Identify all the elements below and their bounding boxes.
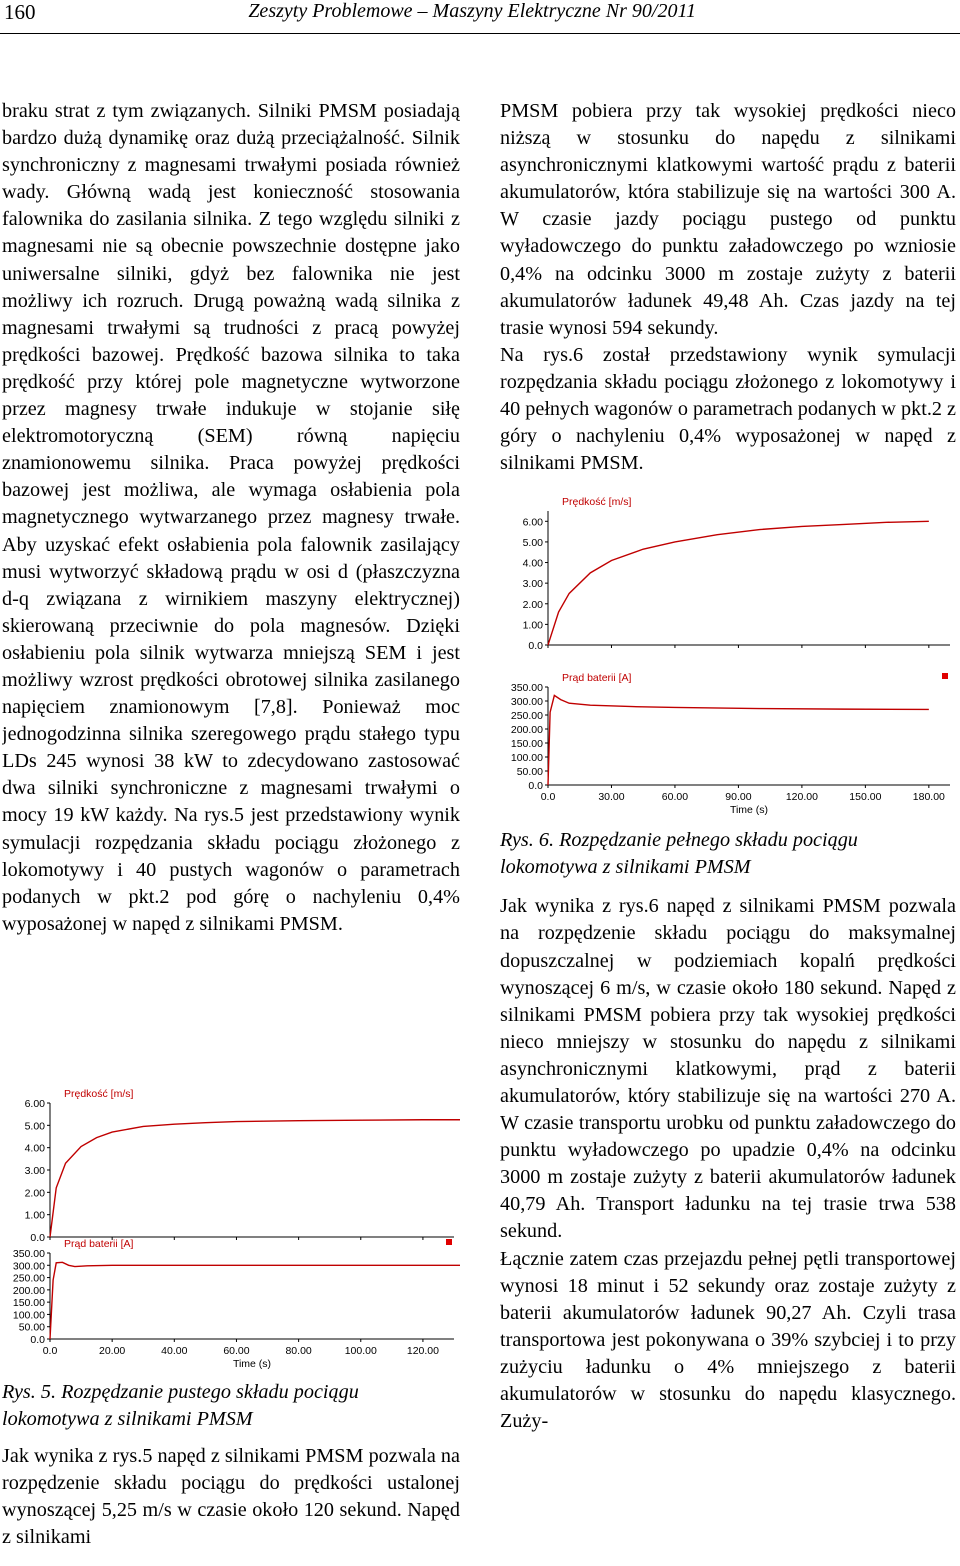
y-tick-label: 150.00 bbox=[12, 1297, 45, 1310]
y-tick-label: 6.00 bbox=[24, 1098, 45, 1110]
page-header bbox=[0, 0, 960, 40]
y-tick-label: 4.00 bbox=[522, 557, 543, 570]
y-tick-label: 0.0 bbox=[528, 640, 543, 653]
panel-marker bbox=[446, 1239, 452, 1245]
x-tick-label: 80.00 bbox=[285, 1345, 312, 1357]
panel-label: Prędkość [m/s] bbox=[562, 496, 632, 509]
left-paragraph-1: braku strat z tym związanych. Silniki PMSM posiadają bardzo dużą dynamikę oraz dużą przeciążalność. Silnik synchroniczny z magnesami trwałymi posiada również wady. Główną wadą jest konieczność stosowania falownika do zasilania silnika. Z tego względu silniki z magnesami nie są obecnie powszechnie dostępne jako uniwersalne silniki, gdyż bez falownika nie jest możliwy ich rozruch. Drugą poważną wadą silnika z magnesami trwałymi są trudności z pracą powyżej prędkości bazowej. Prędkość bazowa silnika to taka prędkość przy której pole magnetyczne wytworzone przez magnesy trwałe indukuje w stojanie siłę elektromotoryczną (SEM) równą napięciu znamionowemu silnika. Praca powyżej prędkości bazowej jest możliwa, ale wymaga osłabienia pola magnetycznego wytwarzanego przez magnesy trwałe. Aby uzyskać efekt osłabienia pola falownik zasilający musi wytworzyć składową prądu w osi d (płaszczyzna d-q związana z wirnikiem maszyny elektrycznej) skierowaną przeciwnie do pola magnesów. Dzięki osłabieniu pola silnik wytwarza mniejszą SEM i jest możliwy wzrost prędkości obrotowej silnika zasilanego napięciem znamionowym [7,8]. Ponieważ moc jednogodzinna silnika szeregowego prądu stałego typu LDs 245 wynosi 38 kW to zdecydowano zastosować dwa silniki synchroniczne z magnesami trwałymi o mocy 19 kW każdy. Na rys.5 jest przedstawiony wynik symulacji rozpędzania składu pociągu złożonego z lokomotywy i 40 pustych wagonów o parametrach podanych w pkt.2 pod górę o nachyleniu 0,4% wyposażonej w napęd z silnikami PMSM. bbox=[2, 100, 460, 935]
y-tick-label: 0.0 bbox=[30, 1232, 45, 1244]
y-tick-label: 200.00 bbox=[510, 724, 543, 737]
x-tick-label: 150.00 bbox=[849, 791, 882, 804]
x-axis-label: Time (s) bbox=[232, 1358, 272, 1370]
y-tick-label: 200.00 bbox=[12, 1284, 45, 1297]
right-paragraph-4: Łącznie zatem czas przejazdu pełnej pętli transportowej wynosi 18 minut i 52 sekundy oraz zostaje zużyty z baterii akumulatorów ładunek 90,27 Ah. Czyli trasa transportowa jest pokonywana o 39% szybciej i to przy zużyciu ładunku o 4% mniejszego z baterii akumulatorów w stosunku do napędu klasycznego. Zuży- bbox=[500, 1247, 956, 1433]
x-tick-label: 120.00 bbox=[406, 1345, 439, 1357]
y-tick-label: 350.00 bbox=[12, 1248, 45, 1260]
page-number: 160 bbox=[4, 0, 36, 24]
y-tick-label: 3.00 bbox=[522, 578, 543, 591]
panel-marker bbox=[942, 673, 948, 679]
y-tick-label: 0.0 bbox=[30, 1334, 45, 1346]
figure-5-caption: Rys. 5. Rozpędzanie pustego składu pociągu lokomotywa z silnikami PMSM bbox=[2, 1381, 359, 1430]
x-tick-label: 60.00 bbox=[661, 791, 689, 804]
y-tick-label: 2.00 bbox=[24, 1187, 45, 1200]
x-tick-label: 60.00 bbox=[223, 1345, 250, 1357]
y-tick-label: 1.00 bbox=[522, 619, 543, 632]
x-tick-label: 30.00 bbox=[598, 791, 625, 804]
panel-label: Prąd baterii [A] bbox=[562, 672, 632, 685]
x-axis-label: Time (s) bbox=[729, 804, 769, 817]
y-tick-label: 250.00 bbox=[510, 710, 543, 723]
y-tick-label: 4.00 bbox=[24, 1142, 45, 1155]
x-tick-label: 100.00 bbox=[344, 1345, 377, 1357]
y-tick-label: 300.00 bbox=[12, 1260, 45, 1273]
left-column bbox=[2, 98, 460, 1551]
y-tick-label: 1.00 bbox=[24, 1209, 45, 1222]
y-tick-label: 100.00 bbox=[12, 1309, 45, 1322]
right-paragraph-2: Na rys.6 został przedstawiony wynik symulacji rozpędzania składu pociągu złożonego z lokomotywy i 40 pełnych wagonów o parametrach podanych w pkt.2 z góry o nachyleniu 0,4% wyposażonej w napęd z silnikami PMSM. bbox=[500, 343, 956, 475]
y-tick-label: 5.00 bbox=[24, 1120, 45, 1133]
x-tick-label: 180.00 bbox=[912, 791, 945, 804]
right-column bbox=[500, 98, 956, 1435]
y-tick-label: 300.00 bbox=[510, 696, 543, 709]
figure-6 bbox=[500, 489, 956, 819]
y-tick-label: 50.00 bbox=[18, 1321, 45, 1334]
y-tick-label: 5.00 bbox=[522, 537, 543, 550]
y-tick-label: 2.00 bbox=[522, 599, 543, 612]
y-tick-label: 0.0 bbox=[528, 780, 543, 793]
left-paragraph-2: Jak wynika z rys.5 napęd z silnikami PMSM pozwala na rozpędzenie składu pociągu do prędkości ustalonej wynoszącej 5,25 m/s w czasie około 120 sekund. Napęd z silnikami bbox=[2, 1445, 460, 1549]
y-tick-label: 100.00 bbox=[510, 752, 543, 765]
journal-title: Zeszyty Problemowe – Maszyny Elektryczne Nr 90/2011 bbox=[248, 0, 696, 22]
figure-6-chart bbox=[500, 489, 956, 819]
y-tick-label: 150.00 bbox=[510, 738, 543, 751]
x-tick-label: 0.0 bbox=[540, 791, 556, 804]
y-tick-label: 3.00 bbox=[24, 1165, 45, 1177]
series-line bbox=[50, 1120, 460, 1237]
y-tick-label: 6.00 bbox=[522, 516, 543, 529]
series-line bbox=[548, 696, 929, 786]
right-paragraph-3: Jak wynika z rys.6 napęd z silnikami PMSM pozwala na rozpędzenie składu pociągu do maksymalnej dopuszczalnej w podziemiach kopalń prędkości wynoszącej 6 m/s, w czasie około 180 sekund. Napęd z silnikami PMSM pobiera przy tak wysokiej prędkości nieco mniejszy w stosunku do napędu z silnikami asynchronicznymi klatkowymi, prąd z baterii akumulatorów, który stabilizuje się na wartości 270 A. W czasie transportu urobku od punktu załadowczego do punktu wyładowczego po upadzie 0,4% na odcinku 3000 m zostaje zużyty z baterii akumulatorów ładunek 40,79 Ah. Transport ładunku na tej trasie trwa 538 sekund. bbox=[500, 895, 956, 1243]
y-tick-label: 350.00 bbox=[510, 682, 543, 695]
figure-6-caption: Rys. 6. Rozpędzanie pełnego składu pociągu lokomotywa z silnikami PMSM bbox=[500, 829, 858, 879]
x-tick-label: 120.00 bbox=[785, 791, 818, 804]
y-tick-label: 50.00 bbox=[516, 766, 543, 779]
header-rule bbox=[0, 33, 960, 34]
right-paragraph-1: PMSM pobiera przy tak wysokiej prędkości nieco niższą w stosunku do napędu z silnikami asynchronicznymi klatkowymi wartość prądu z baterii akumulatorów, która stabilizuje się na wartości 300 A. W czasie jazdy pociągu pustego od punktu wyładowczego do punktu załadowczego po wzniosie 0,4% na odcinku 3000 m zostaje zużyty z baterii akumulatorów ładunek 49,48 Ah. Czas jazdy na tej trasie wynosi 594 sekundy. bbox=[500, 100, 956, 339]
series-line bbox=[50, 1262, 460, 1339]
x-tick-label: 40.00 bbox=[161, 1345, 188, 1357]
x-tick-label: 20.00 bbox=[99, 1345, 126, 1357]
panel-label: Prąd baterii [A] bbox=[64, 1238, 134, 1250]
y-tick-label: 250.00 bbox=[12, 1272, 45, 1285]
figure-5-chart bbox=[2, 1085, 460, 1373]
series-line bbox=[548, 522, 929, 646]
x-tick-label: 0.0 bbox=[42, 1345, 58, 1357]
x-tick-label: 90.00 bbox=[725, 791, 752, 804]
figure-5 bbox=[2, 1085, 460, 1373]
panel-label: Prędkość [m/s] bbox=[64, 1088, 134, 1100]
